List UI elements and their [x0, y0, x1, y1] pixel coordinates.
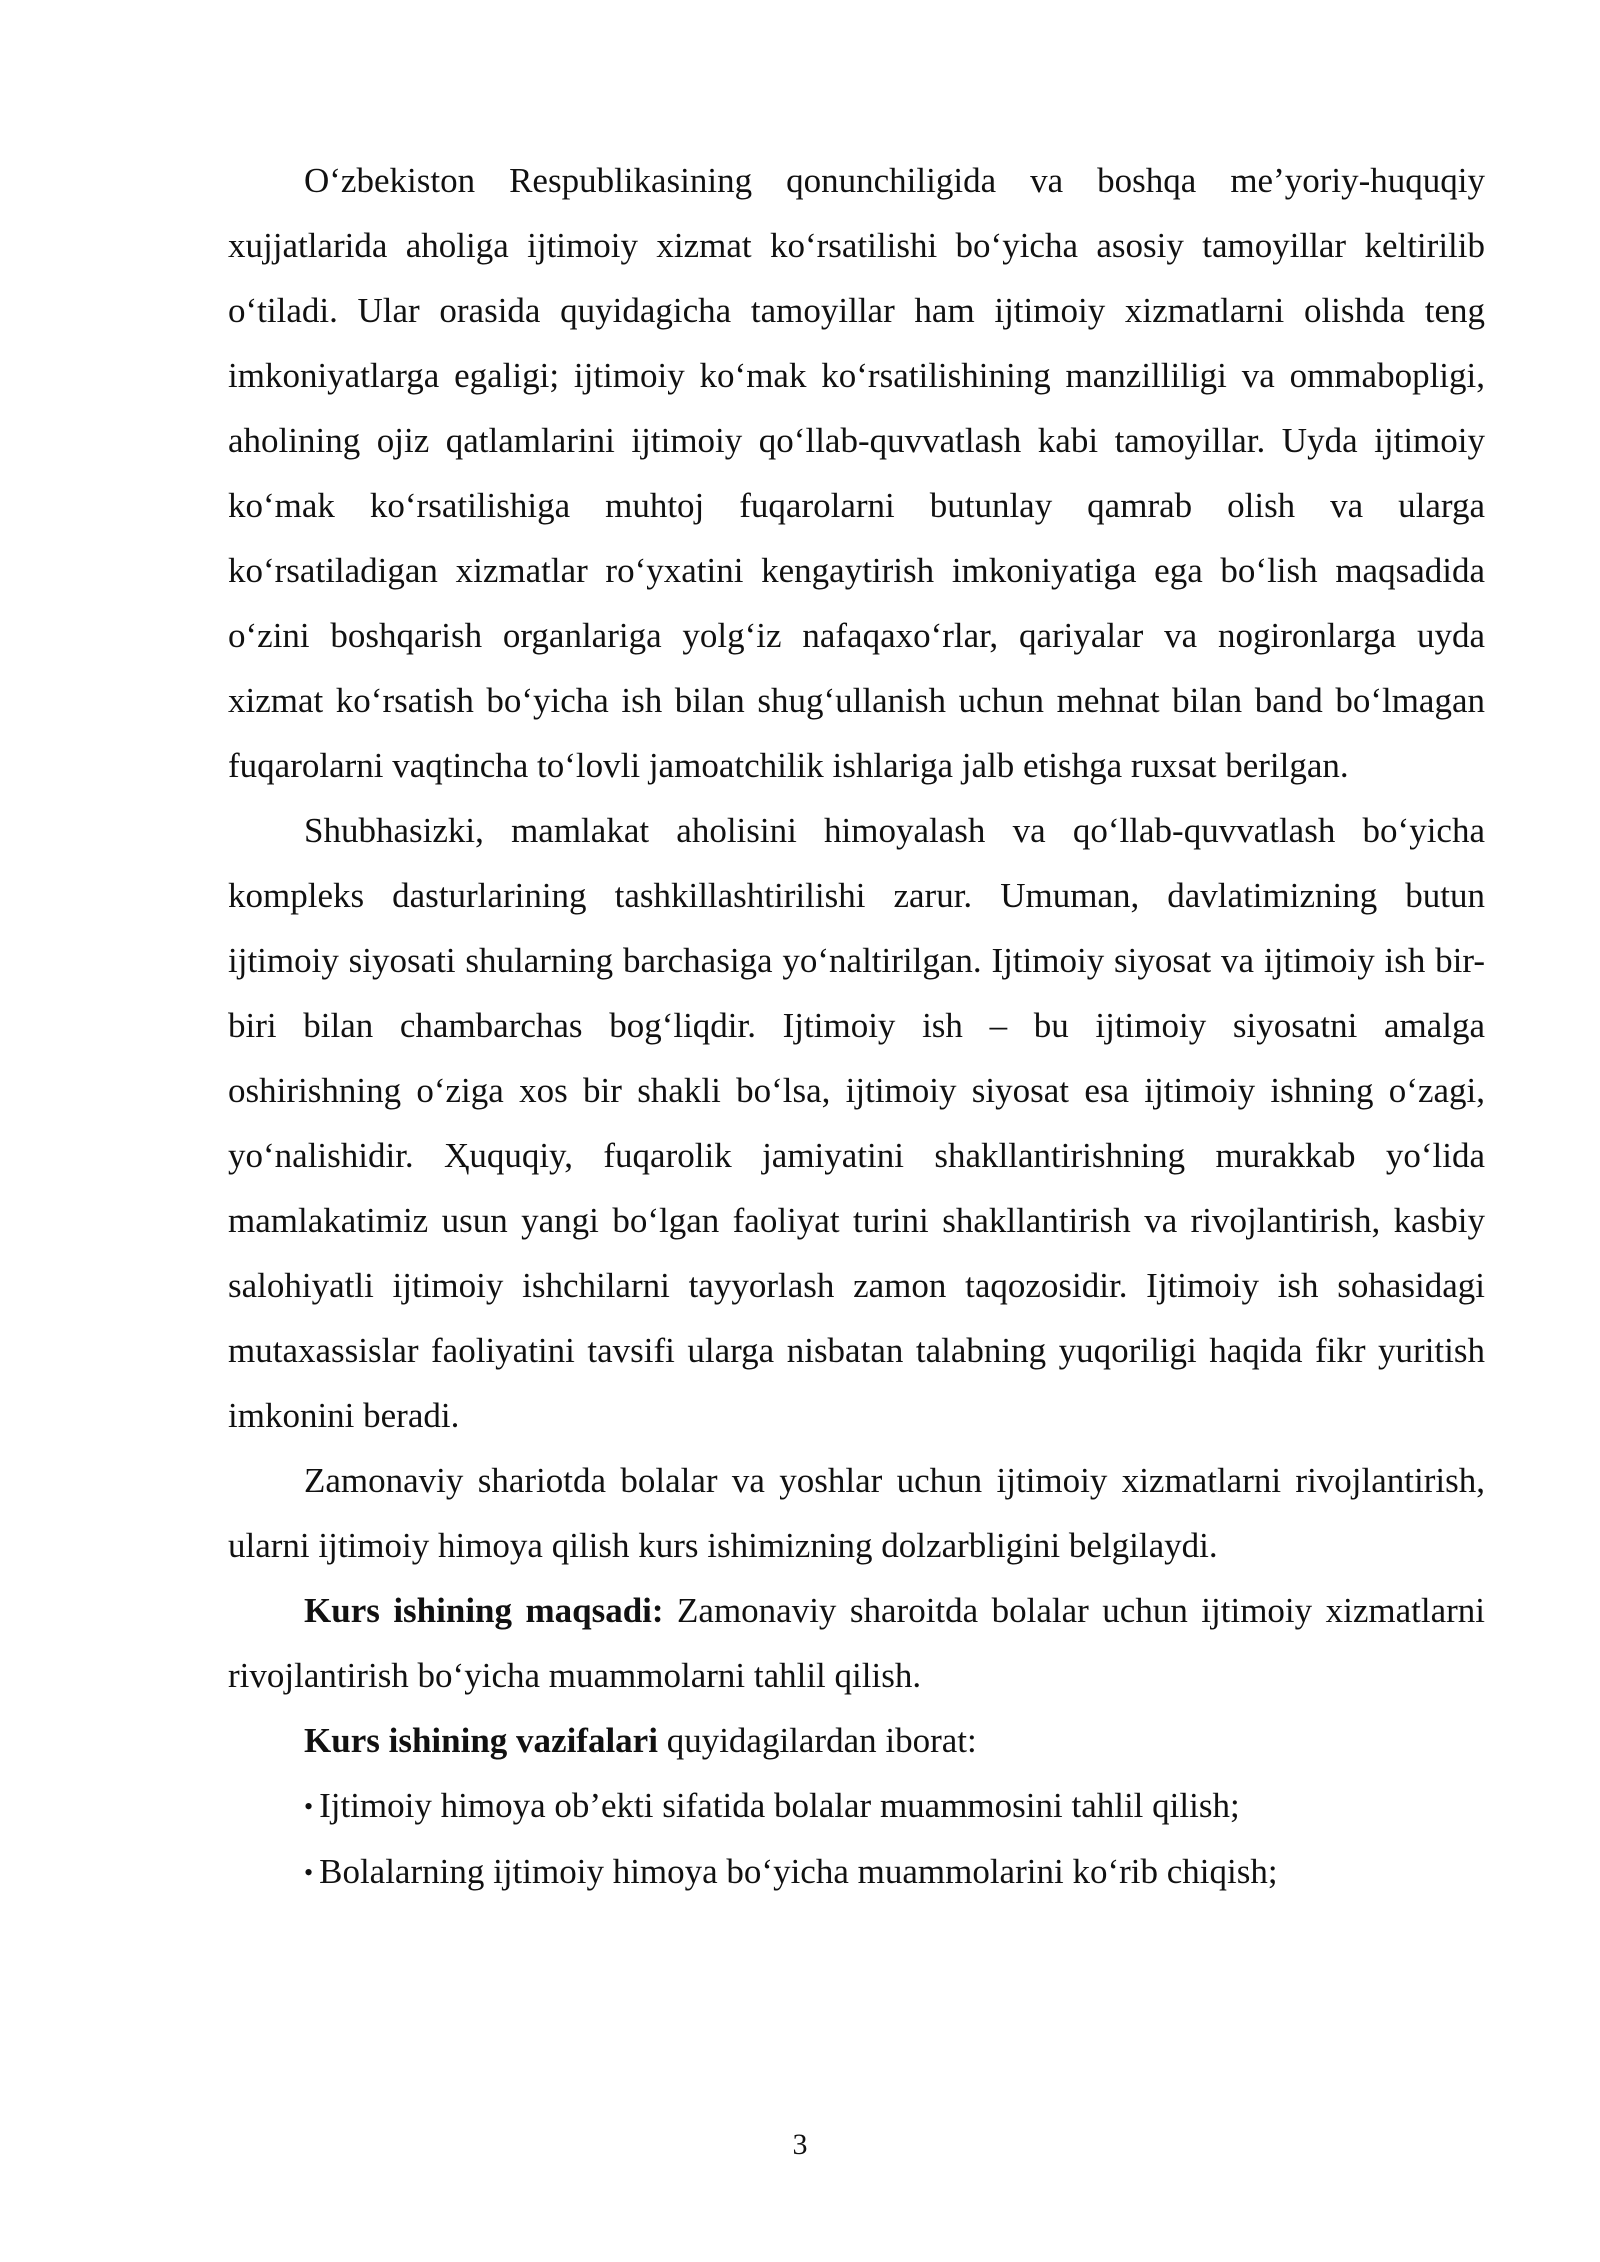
tasks-text: quyidagilardan iborat: — [657, 1721, 977, 1760]
tasks-label: Kurs ishining vazifalari — [304, 1721, 658, 1760]
document-body — [228, 148, 1485, 1905]
bullet-icon: • — [304, 1858, 314, 1887]
paragraph-relevance: Zamonaviy shariotda bolalar va yoshlar uchun ijtimoiy xizmatlarni rivojlantirish, ularni ijtimoiy himoya qilish kurs ishimizning dolzarbligini belgilaydi. — [228, 1461, 1485, 1565]
goal-text: Zamonaviy sharoitda bolalar uchun ijtimoiy xizmatlarni rivojlantirish bo‘yicha muammolarni tahlil qilish. — [228, 1591, 1485, 1695]
paragraph-goal — [228, 1578, 1485, 1708]
paragraph-tasks — [228, 1708, 1485, 1773]
bullet-text: Ijtimoiy himoya ob’ekti sifatida bolalar muammosini tahlil qilish; — [319, 1786, 1240, 1825]
bullet-item — [228, 1839, 1485, 1905]
bullet-text: Bolalarning ijtimoiy himoya bo‘yicha muammolarini ko‘rib chiqish; — [319, 1852, 1278, 1891]
bullet-icon: • — [304, 1792, 314, 1821]
paragraph-social-policy: Shubhasizki, mamlakat aholisini himoyalash va qo‘llab-quvvatlash bo‘yicha kompleks dasturlarining tashkillashtirilishi zarur. Umuman, davlatimizning butun ijtimoiy siyosati shularning barchasiga yo‘naltirilgan. Ijtimoiy siyosat va ijtimoiy ish bir-biri bilan chambarchas bog‘liqdir. Ijtimoiy ish – bu ijtimoiy siyosatni amalga oshirishning o‘ziga xos bir shakli bo‘lsa, ijtimoiy siyosat esa ijtimoiy ishning o‘zagi, yo‘nalishidir. Ҳuquqiy, fuqarolik jamiyatini shakllantirishning murakkab yo‘lida mamlakatimiz usun yangi bo‘lgan faoliyat turini shakllantirish va rivojlantirish, kasbiy salohiyatli ijtimoiy ishchilarni tayyorlash zamon taqozosidir. Ijtimoiy ish sohasidagi mutaxassislar faoliyatini tavsifi ularga nisbatan talabning yuqoriligi haqida fikr yuritish imkonini beradi. — [228, 811, 1485, 1435]
paragraph-principles: O‘zbekiston Respublikasining qonunchiligida va boshqa me’yoriy-huquqiy xujjatlarida aholiga ijtimoiy xizmat ko‘rsatilishi bo‘yicha asosiy tamoyillar keltirilib o‘tiladi. Ular orasida quyidagicha tamoyillar ham ijtimoiy xizmatlarni olishda teng imkoniyatlarga egaligi; ijtimoiy ko‘mak ko‘rsatilishining manzilliligi va ommabopligi, aholining ojiz qatlamlarini ijtimoiy qo‘llab-quvvatlash kabi tamoyillar. Uyda ijtimoiy ko‘mak ko‘rsatilishiga muhtoj fuqarolarni butunlay qamrab olish va ularga ko‘rsatiladigan xizmatlar ro‘yxatini kengaytirish imkoniyatiga ega bo‘lish maqsadida o‘zini boshqarish organlariga yolg‘iz nafaqaxo‘rlar, qariyalar va nogironlarga uyda xizmat ko‘rsatish bo‘yicha ish bilan shug‘ullanish uchun mehnat bilan band bo‘lmagan fuqarolarni vaqtincha to‘lovli jamoatchilik ishlariga jalb etishga ruxsat berilgan. — [228, 161, 1485, 785]
bullet-item — [228, 1773, 1485, 1839]
goal-label: Kurs ishining maqsadi: — [304, 1591, 664, 1630]
page-number: 3 — [792, 2128, 808, 2161]
